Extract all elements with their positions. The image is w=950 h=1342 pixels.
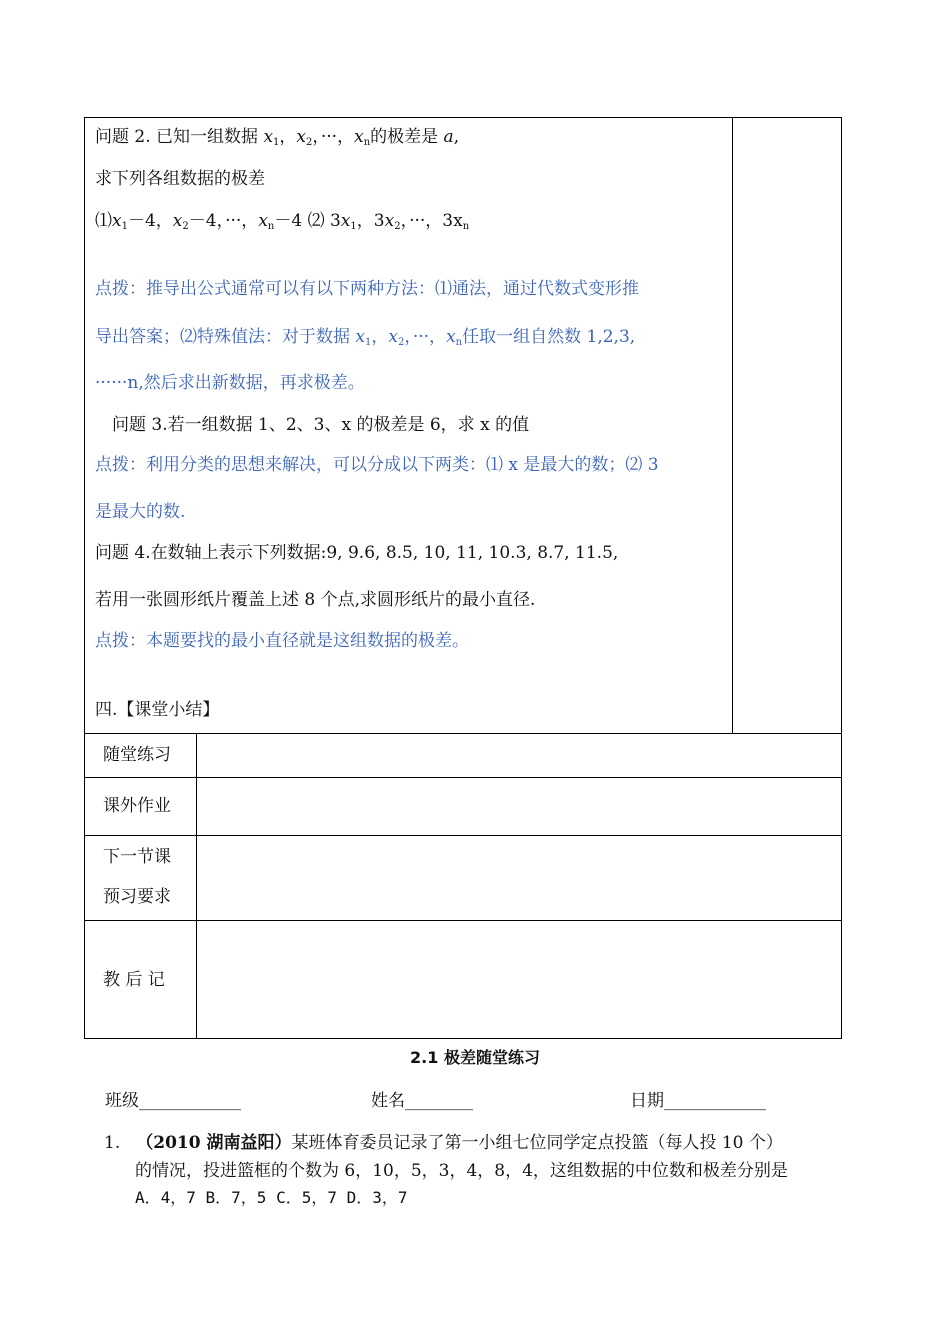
row-label-next-lesson-1: 下一节课 (103, 847, 171, 867)
table-border-left (84, 117, 85, 1039)
row-label-reflection: 教 后 记 (103, 970, 165, 990)
row-label-homework: 课外作业 (103, 796, 171, 816)
hint-2-line-3: ······n,然后求出新数据，再求极差。 (95, 373, 365, 393)
problem-2-question: 求下列各组数据的极差 (95, 169, 265, 189)
question-1-options: A．4，7 B．7，5 C．5，7 D．3，7 (135, 1188, 408, 1207)
problem-4-line-2: 若用一张圆形纸片覆盖上述 8 个点,求圆形纸片的最小直径. (95, 590, 536, 610)
name-field: 姓名________ (371, 1091, 473, 1111)
row-label-practice: 随堂练习 (103, 745, 171, 765)
table-border-top (84, 117, 842, 118)
section-4-heading: 四.【课堂小结】 (95, 700, 220, 720)
question-1-line-1: 1. （2010 湖南益阳）某班体育委员记录了第一小组七位同学定点投篮（每人投 10 个） (104, 1133, 783, 1153)
table-row-divider (84, 733, 842, 734)
problem-2-statement: 问题 2. 已知一组数据 $x_1$，$x_2$，···，$x_n$的极差是 a, (95, 127, 460, 148)
table-row-divider (84, 777, 842, 778)
exercise-title: 2.1 极差随堂练习 (410, 1048, 540, 1067)
hint-2-line-2: 导出答案；⑵特殊值法：对于数据 $x_1$，$x_2$，···，$x_n$任取一组自然数 1,2,3, (95, 327, 636, 348)
class-field: 班级____________ (105, 1091, 241, 1111)
row-label-next-lesson-2: 预习要求 (103, 887, 171, 907)
hint-3-line-2: 是最大的数. (95, 502, 186, 522)
table-row-divider (84, 920, 842, 921)
table-border-right (841, 117, 842, 1039)
question-1-number: 1. (104, 1133, 121, 1153)
hint-2-line-1: 点拨：推导出公式通常可以有以下两种方法：⑴通法，通过代数式变形推 (95, 279, 639, 299)
problem-3-statement: 问题 3.若一组数据 1、2、3、x 的极差是 6，求 x 的值 (112, 415, 530, 435)
problem-2-parts: $⑴x_1-4$，$x_2-4$，···，$x_n-4$ ⑵ $3x_1$，$3x_2$，···，$3x_n$ (95, 211, 470, 232)
question-1-line-2: 的情况，投进篮框的个数为 6，10，5，3，4，8，4，这组数据的中位数和极差分别是 (135, 1161, 788, 1181)
problem-4-line-1: 问题 4.在数轴上表示下列数据:9, 9.6, 8.5, 10, 11, 10.3, 8.7, 11.5, (95, 543, 619, 563)
table-divider-side-column (732, 117, 733, 734)
table-row-divider (84, 835, 842, 836)
date-field: 日期____________ (630, 1091, 766, 1111)
hint-3-line-1: 点拨：利用分类的思想来解决，可以分成以下两类：⑴ x 是最大的数；⑵ 3 (95, 455, 659, 475)
question-1-source: （2010 湖南益阳） (136, 1133, 292, 1153)
table-border-bottom (84, 1038, 842, 1039)
table-label-column-divider (196, 733, 197, 1039)
hint-4: 点拨：本题要找的最小直径就是这组数据的极差。 (95, 631, 469, 651)
